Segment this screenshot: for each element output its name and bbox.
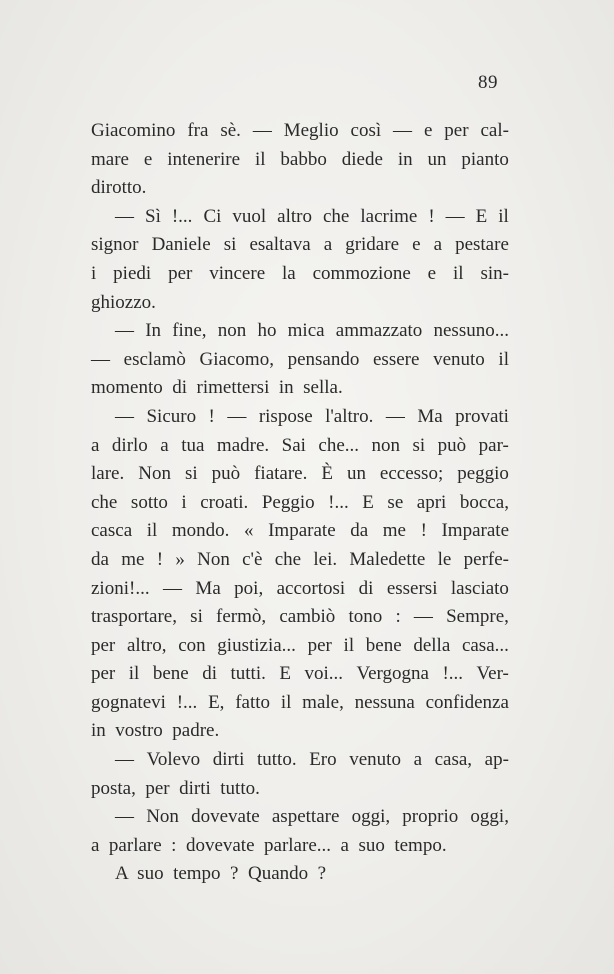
text-line: trasportare, si fermò, cambiò tono : — Sempre,	[91, 606, 509, 628]
text-line: momento di rimettersi in sella.	[91, 377, 343, 399]
text-line: Giacomino fra sè. — Meglio così — e per cal-	[91, 120, 509, 141]
text-line: — esclamò Giacomo, pensando essere venuto il	[91, 348, 509, 370]
text-line: i piedi per vincere la commozione e il sin-	[91, 262, 509, 284]
text-line: casca il mondo. « Imparate da me ! Imparate	[91, 520, 509, 542]
page-number: 89	[478, 72, 498, 93]
text-line: ghiozzo.	[91, 291, 156, 313]
text-line: — Volevo dirti tutto. Ero venuto a casa, ap-	[115, 749, 509, 771]
text-line: a dirlo a tua madre. Sai che... non si può par-	[91, 434, 509, 456]
text-line: signor Daniele si esaltava a gridare e a pestare	[91, 234, 509, 256]
text-line: da me ! » Non c'è che lei. Maledette le perfe-	[91, 548, 509, 570]
text-line: a parlare : dovevate parlare... a suo tempo.	[91, 834, 447, 856]
text-line: per altro, con giustizia... per il bene della casa...	[91, 634, 509, 656]
text-line: per il bene di tutti. E voi... Vergogna !... Ver-	[91, 663, 509, 685]
text-line: che sotto i croati. Peggio !... E se apri bocca,	[91, 491, 509, 513]
text-line: in vostro padre.	[91, 720, 220, 742]
body-text	[91, 117, 509, 889]
text-line: — Sicuro ! — rispose l'altro. — Ma provati	[115, 405, 509, 427]
text-line: posta, per dirti tutto.	[91, 777, 260, 799]
text-line: gognatevi !... E, fatto il male, nessuna confidenza	[91, 691, 509, 713]
text-line: — In fine, non ho mica ammazzato nessuno...	[115, 320, 509, 342]
text-line: zioni!... — Ma poi, accortosi di essersi lasciato	[91, 577, 509, 599]
text-line: mare e intenerire il babbo diede in un pianto	[91, 148, 509, 170]
text-line: dirotto.	[91, 177, 147, 199]
text-line: A suo tempo ? Quando ?	[115, 863, 327, 885]
text-line: lare. Non si può fiatare. È un eccesso; peggio	[91, 463, 509, 485]
text-line: — Non dovevate aspettare oggi, proprio oggi,	[115, 806, 509, 828]
text-line: — Sì !... Ci vuol altro che lacrime ! — E il	[115, 205, 509, 227]
